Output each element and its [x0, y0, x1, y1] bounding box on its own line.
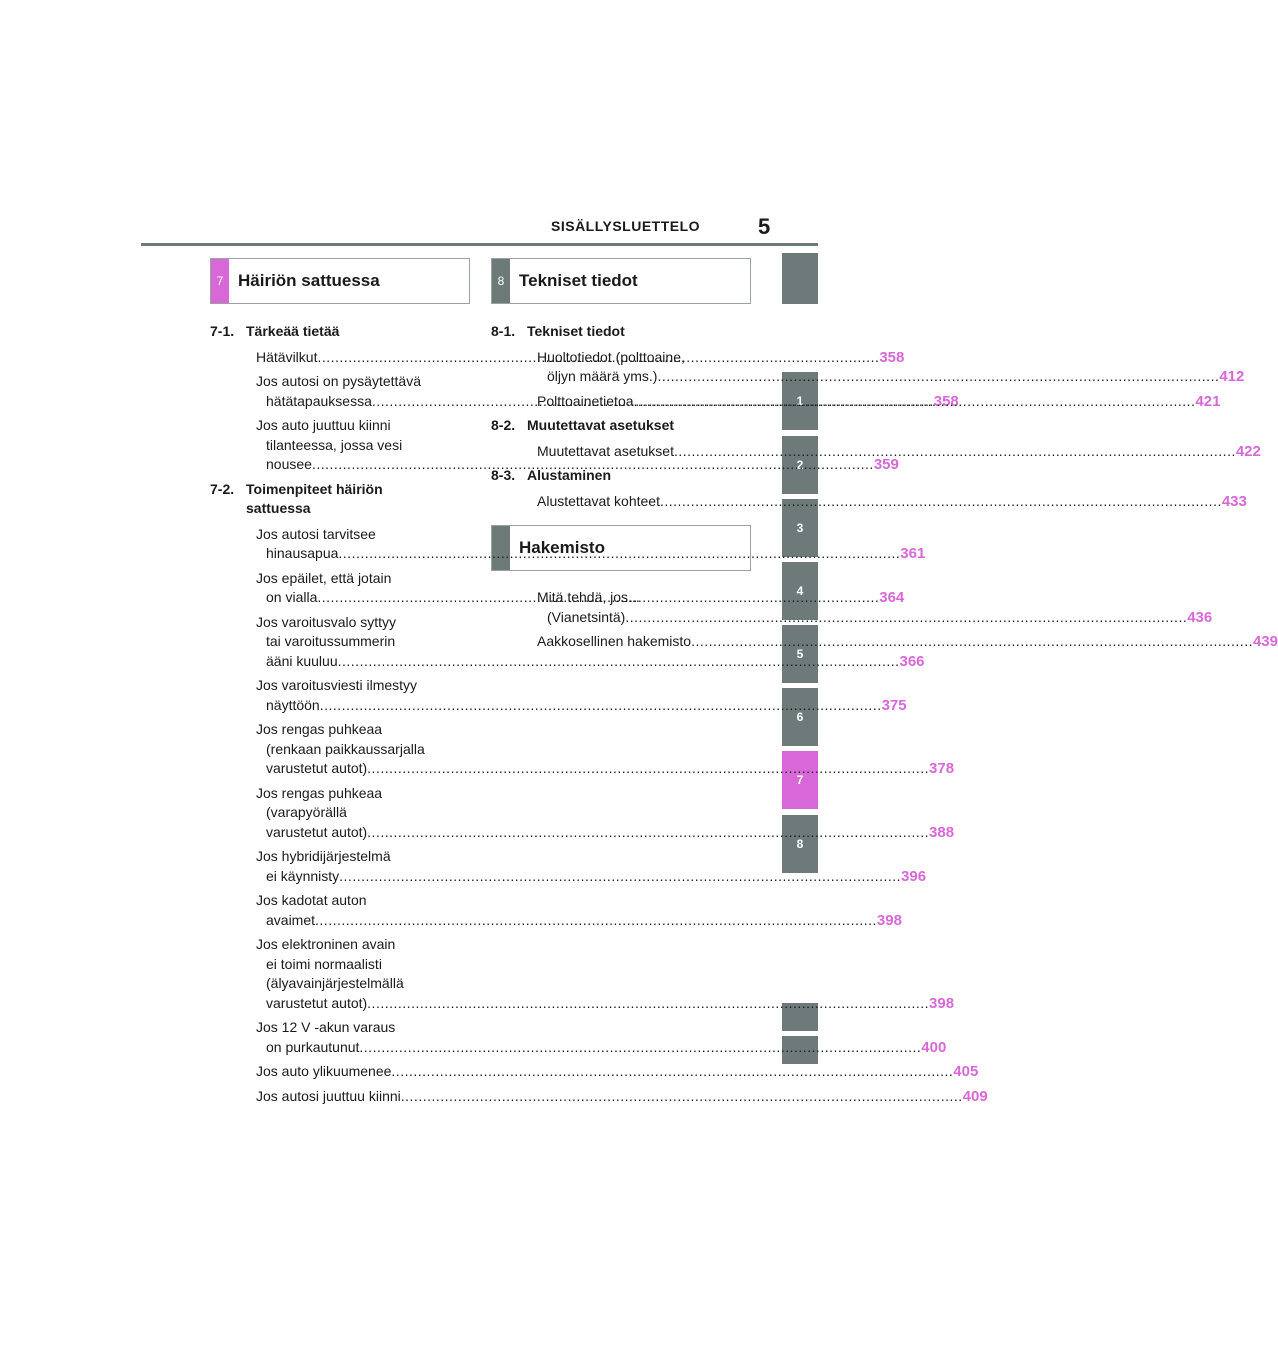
dot-leader	[367, 760, 929, 776]
page-link[interactable]: 439	[1252, 633, 1278, 650]
toc-entry-text: hätätapauksessa	[266, 392, 372, 409]
toc-entry-text: ei käynnisty	[266, 867, 340, 884]
chapter-number-strip: 7	[211, 259, 229, 303]
toc-entry-text: Jos autosi juuttuu kiinni	[256, 1087, 401, 1104]
toc-entry-text: Hätävilkut	[256, 348, 318, 365]
toc-entry-text: varustetut autot)	[266, 994, 368, 1011]
page-link[interactable]: 433	[1221, 492, 1247, 510]
section-title-line: Muutettavat asetukset	[527, 417, 675, 433]
toc-entry-text: Jos epäilet, että jotain	[256, 569, 392, 586]
toc-entry-line	[256, 613, 466, 633]
toc-entry-text: öljyn määrä yms.)	[547, 368, 658, 384]
toc-entry-line	[256, 372, 466, 392]
page-link[interactable]: 378	[929, 760, 955, 777]
page-link[interactable]: 409	[962, 1087, 988, 1105]
toc-entry-line	[256, 935, 466, 955]
toc-entry-line	[256, 784, 466, 804]
page-link[interactable]: 436	[1187, 608, 1213, 626]
dot-leader	[338, 545, 900, 561]
toc-entry-line	[256, 525, 466, 545]
toc-entry-line	[256, 569, 466, 589]
toc-entry-text: tilanteessa, jossa vesi	[266, 436, 403, 453]
toc-entry-text: Alustettavat kohteet	[537, 492, 660, 509]
section-heading[interactable]	[210, 480, 466, 519]
toc-entry-text: Jos hybridijärjestelmä	[256, 848, 391, 864]
toc-entry-text: Muutettavat asetukset	[537, 442, 674, 459]
toc-entry-line	[256, 974, 466, 994]
section-title-line: Tärkeää tietää	[246, 323, 340, 339]
toc-entry-line	[256, 847, 466, 867]
page-link[interactable]: 405	[953, 1063, 979, 1080]
toc-entry[interactable]	[210, 847, 927, 886]
toc-entry-line	[256, 891, 466, 911]
dot-leader	[367, 824, 929, 840]
toc-entry[interactable]	[210, 1087, 988, 1107]
page-link[interactable]: 422	[1235, 442, 1261, 460]
header-rule	[141, 243, 818, 246]
toc-entry-text: Jos 12 V -akun varaus	[256, 1019, 396, 1035]
toc-entry-line	[537, 367, 1245, 387]
toc-entry-line	[256, 676, 466, 696]
dot-leader	[315, 912, 877, 928]
toc-entry-line	[256, 867, 927, 887]
page-link[interactable]: 361	[900, 545, 926, 562]
toc-entry-text: Jos auto juuttuu kiinni	[256, 417, 391, 433]
index-title: Hakemisto	[519, 538, 605, 557]
dot-leader	[391, 1063, 953, 1079]
section-heading[interactable]	[491, 416, 747, 436]
chapter-title: Häiriön sattuessa	[238, 271, 380, 290]
toc-entry-text: (älyavainjärjestelmällä	[266, 975, 404, 991]
toc-entry-line	[256, 803, 466, 823]
page-link[interactable]: 398	[876, 911, 902, 929]
toc-entry-text: Jos autosi tarvitsee	[256, 525, 376, 542]
section-number: 7-1.	[210, 323, 235, 339]
tab-label: 5	[796, 647, 804, 661]
toc-entry-text: nousee	[266, 456, 312, 472]
toc-entry[interactable]	[491, 492, 1247, 512]
toc-entry-text: avaimet	[266, 911, 316, 928]
dot-leader	[674, 443, 1236, 459]
toc-entry-line	[256, 436, 466, 456]
page-link[interactable]: 388	[929, 823, 955, 841]
toc-entry[interactable]	[210, 720, 955, 779]
toc-entry-line	[256, 652, 925, 672]
page-link[interactable]: 375	[881, 696, 907, 714]
page-link[interactable]: 364	[879, 589, 905, 606]
chapter-7-heading[interactable]	[210, 258, 470, 304]
dot-leader	[359, 1039, 921, 1055]
toc-entry[interactable]	[210, 784, 955, 843]
toc-entry-text: Jos rengas puhkeaa	[256, 721, 383, 737]
dot-leader	[691, 633, 1253, 649]
page-link[interactable]: 421	[1195, 392, 1221, 410]
dot-leader	[367, 995, 929, 1011]
toc-entry-line	[256, 759, 955, 779]
toc-entry-text: Jos autosi on pysäytettävä	[256, 373, 421, 389]
section-title-line: Tekniset tiedot	[527, 323, 625, 339]
toc-entry[interactable]	[491, 442, 1261, 462]
toc-entry[interactable]	[210, 676, 907, 715]
toc-entry-text: Jos varoitusvalo syttyy	[256, 613, 397, 630]
toc-entry[interactable]	[210, 1018, 947, 1057]
dot-leader	[657, 368, 1219, 384]
toc-entry-text: Polttoainetietoa	[537, 392, 634, 409]
toc-entry-text: (renkaan paikkaussarjalla	[266, 740, 425, 757]
tab-label: 1	[796, 394, 804, 408]
toc-entry-text: Jos elektroninen avain	[256, 936, 396, 952]
chapter-8-heading[interactable]	[491, 258, 751, 304]
toc-entry[interactable]	[210, 891, 902, 930]
toc-entry-text: Huoltotiedot (polttoaine,	[537, 348, 685, 365]
toc-entry-text: (varapyörällä	[266, 804, 347, 820]
tab-label: 8	[796, 837, 804, 851]
section-number: 7-2.	[210, 480, 235, 497]
toc-entry-text: Jos rengas puhkeaa	[256, 784, 383, 801]
toc-entry-text: on vialla	[266, 589, 318, 605]
toc-entry-line	[256, 740, 466, 760]
toc-entry-line	[256, 632, 466, 652]
dot-leader	[401, 1088, 963, 1104]
page-link[interactable]: 398	[929, 994, 955, 1012]
running-header-title: SISÄLLYSLUETTELO	[551, 218, 701, 234]
chapter-number-strip: 8	[492, 259, 510, 303]
toc-entry-line	[537, 492, 1247, 512]
page-number: 5	[758, 214, 771, 239]
toc-entry-line	[537, 442, 1261, 462]
toc-entry-line	[256, 416, 466, 436]
toc-entry-text: Mitä tehdä, jos...	[537, 589, 640, 605]
toc-entry-text: hinausapua	[266, 545, 339, 561]
toc-entry-line	[256, 696, 907, 716]
page-link[interactable]: 412	[1219, 368, 1245, 385]
toc-entry-text: varustetut autot)	[266, 760, 368, 776]
toc-entry-text: Jos varoitusviesti ilmestyy	[256, 677, 418, 693]
tab-blank-top	[782, 253, 818, 304]
page-link[interactable]: 400	[921, 1038, 947, 1056]
toc-entry-line	[256, 720, 466, 740]
toc-entry-line	[256, 994, 955, 1014]
toc-entry-text: (Vianetsintä)	[547, 608, 626, 625]
toc-entry-text: Jos auto ylikuumenee	[256, 1063, 392, 1079]
page-link[interactable]: 396	[901, 867, 927, 885]
dot-leader	[339, 868, 901, 884]
toc-entry-line	[537, 632, 1278, 652]
toc-entry-line	[256, 911, 902, 931]
dot-leader	[660, 493, 1222, 509]
dot-leader	[320, 697, 882, 713]
toc-entry-text: on purkautunut	[266, 1038, 360, 1055]
section-heading[interactable]	[491, 322, 747, 342]
toc-entry-line	[256, 1038, 947, 1058]
toc-entry-line	[256, 823, 955, 843]
toc-entry-line	[537, 588, 747, 608]
toc-entry-text: Jos kadotat auton	[256, 892, 367, 908]
dot-leader	[625, 609, 1187, 625]
toc-entry[interactable]	[491, 632, 1278, 652]
section-title-line: sattuessa	[246, 500, 311, 516]
toc-entry-text: ääni kuuluu	[266, 652, 338, 669]
page-link[interactable]: 359	[873, 456, 899, 473]
tab-label: 7	[796, 773, 804, 787]
toc-entry-line	[256, 1087, 988, 1107]
section-title-line: Alustaminen	[527, 467, 612, 483]
toc-entry-text: näyttöön	[266, 696, 320, 713]
chapter-title: Tekniset tiedot	[519, 271, 638, 290]
toc-entry-line	[537, 348, 747, 368]
toc-entry-line	[537, 608, 1213, 628]
page-link[interactable]: 358	[933, 392, 959, 410]
toc-entry-text: tai varoitussummerin	[266, 633, 396, 649]
section-heading[interactable]	[210, 322, 466, 342]
section-number: 8-3.	[491, 467, 516, 483]
toc-entry-text: Aakkosellinen hakemisto	[537, 633, 692, 649]
section-title-line: Toimenpiteet häiriön	[246, 480, 383, 497]
toc-entry-text: varustetut autot)	[266, 823, 368, 840]
page-link[interactable]: 358	[879, 348, 905, 366]
toc-entry[interactable]	[210, 1062, 979, 1082]
toc-entry-line	[256, 1062, 979, 1082]
dot-leader	[634, 393, 1196, 409]
tab-label: 6	[796, 710, 804, 724]
section-heading[interactable]	[491, 466, 747, 486]
page-link[interactable]: 366	[899, 652, 925, 670]
section-number: 8-2.	[491, 417, 516, 433]
tab-label: 2	[796, 458, 804, 472]
tab-label: 4	[796, 584, 804, 598]
tab-label: 3	[796, 521, 804, 535]
section-number: 8-1.	[491, 323, 516, 339]
toc-entry-line	[256, 955, 466, 975]
toc-entry[interactable]	[210, 935, 955, 1013]
toc-entry-line	[256, 1018, 466, 1038]
toc-entry-text: ei toimi normaalisti	[266, 955, 382, 972]
